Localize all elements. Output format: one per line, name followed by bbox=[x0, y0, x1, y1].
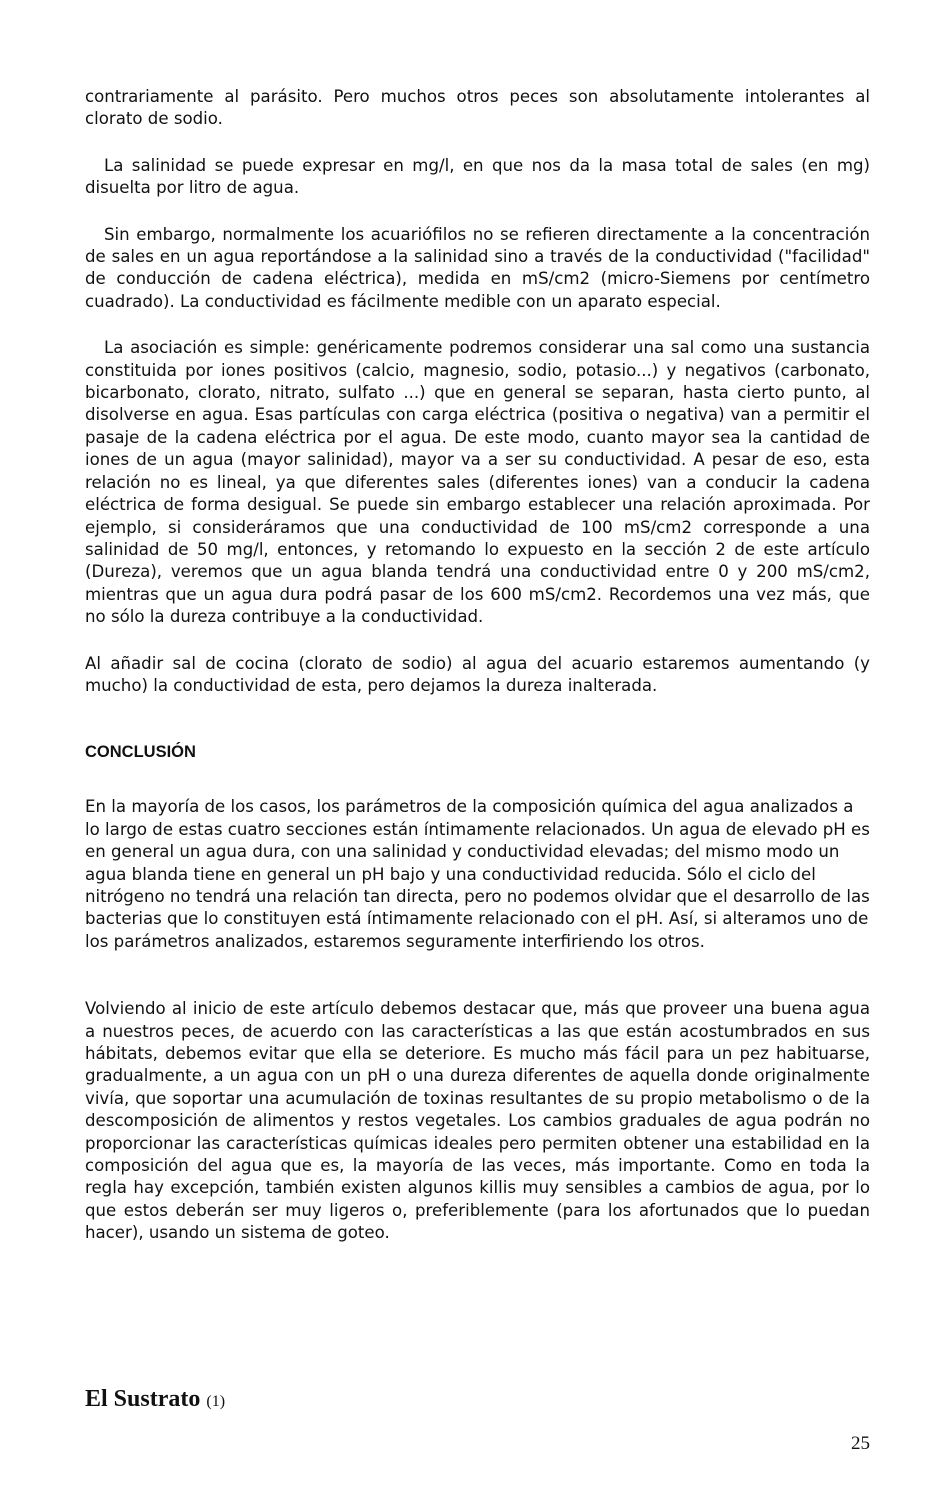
paragraph-1: contrariamente al parásito. Pero muchos otros peces son absolutamente intolerantes al clorato de sodio. bbox=[85, 87, 870, 129]
paragraph-2: La salinidad se puede expresar en mg/l, en que nos da la masa total de sales (en mg) disuelta por litro de agua. bbox=[85, 155, 870, 198]
section-title bbox=[85, 1386, 225, 1413]
page-content bbox=[85, 86, 870, 1245]
section-title-note: (1) bbox=[206, 1393, 226, 1410]
paragraph-4: La asociación es simple: genéricamente podremos considerar una sal como una sustancia constituida por iones positivos (calcio, magnesio, sodio, potasio...) y negativos (carbonato, bicarbonato, clorato, nitrato, sulfato ...) que en general se separan, hasta cierto punto, al disolverse en agua. Esas partículas con carga eléctrica (positiva o negativa) van a permitir el pasaje de la cadena eléctrica por el agua. De este modo, cuanto mayor sea la cantidad de iones de un agua (mayor salinidad), mayor va a ser su conductividad. A pesar de eso, esta relación no es lineal, ya que diferentes sales (diferentes iones) van a conducir la cadena eléctrica de forma desigual. Se puede sin embargo establecer una relación aproximada. Por ejemplo, si consideráramos que una conductividad de 100 mS/cm2 corresponde a una salinidad de 50 mg/l, entonces, y retomando lo expuesto en la sección 2 de este artículo (Dureza), veremos que un agua blanda tendrá una conductividad entre 0 y 200 mS/cm2, mientras que un agua dura podrá pasar de los 600 mS/cm2. Recordemos una vez más, que no sólo la dureza contribuye a la conductividad. bbox=[85, 338, 870, 627]
section-title-text: El Sustrato bbox=[85, 1386, 201, 1412]
paragraph-5: Al añadir sal de cocina (clorato de sodio) al agua del acuario estaremos aumentando (y mucho) la conductividad de esta, pero dejamos la dureza inalterada. bbox=[85, 653, 870, 695]
page-number: 25 bbox=[851, 1433, 870, 1454]
paragraph-3: Sin embargo, normalmente los acuariófilos no se refieren directamente a la concentración de sales en un agua reportándose a la salinidad sino a través de la conductividad ("facilidad" de conducción de cadena eléctrica), medida en mS/cm2 (micro-Siemens por centímetro cuadrado). La conductividad es fácilmente medible con un aparato especial. bbox=[85, 224, 870, 311]
paragraph-6: En la mayoría de los casos, los parámetros de la composición química del agua analizados a lo largo de estas cuatro secciones están íntimamente relacionados. Un agua de elevado pH es en general un agua dura, con una salinidad y conductividad elevadas; del mismo modo un agua blanda tiene en general un pH bajo y una conductividad reducida. Sólo el ciclo del nitrógeno no tendrá una relación tan directa, pero no podemos olvidar que el desarrollo de las bacterias que lo constituyen está íntimamente relacionado con el pH. Así, si alteramos uno de los parámetros analizados, estaremos seguramente interfiriendo los otros. bbox=[85, 797, 870, 951]
section-heading-conclusion: CONCLUSIÓN bbox=[85, 743, 196, 762]
paragraph-7: Volviendo al inicio de este artículo debemos destacar que, más que proveer una buena agua a nuestros peces, de acuerdo con las características a las que están acostumbrados en sus hábitats, debemos evitar que ella se deteriore. Es mucho más fácil para un pez habituarse, gradualmente, a un agua con un pH o una dureza diferentes de aquella donde originalmente vivía, que soportar una acumulación de toxinas resultantes de su propio metabolismo o de la descomposición de alimentos y restos vegetales. Los cambios graduales de agua podrán no proporcionar las características químicas ideales pero permiten obtener una estabilidad en la composición del agua que es, la mayoría de las veces, más importante. Como en toda la regla hay excepción, también existen algunos killis muy sensibles a cambios de agua, por lo que estos deberán ser muy ligeros o, preferiblemente (para los afortunados que lo puedan hacer), usando un sistema de goteo. bbox=[85, 999, 870, 1243]
